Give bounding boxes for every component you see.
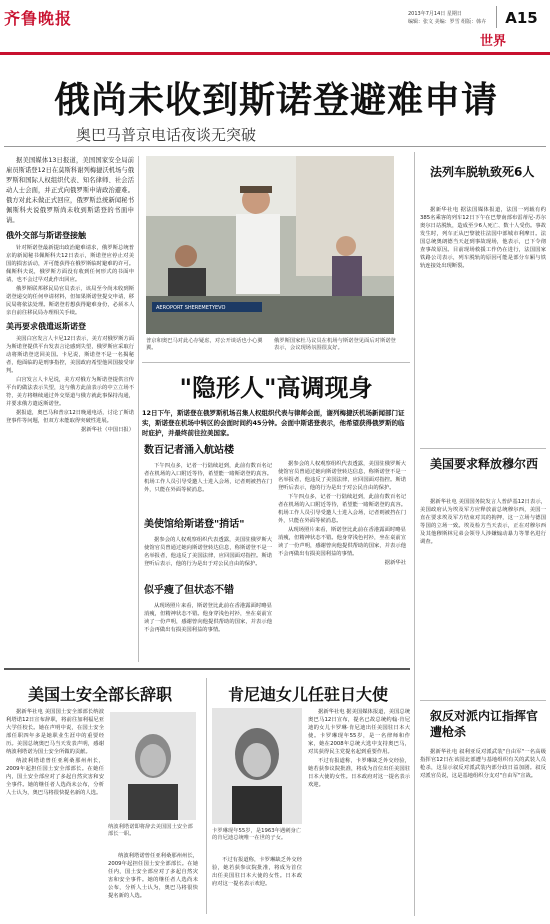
- main-subhead: 奥巴马普京电话夜谈无突破: [76, 126, 257, 144]
- article-text: 据新华社电 据法国媒体报道，法国一列载有约385名乘客的列车12日下午在巴黎南部布雷蒂尼-苏尔奥尔日站脱轨，造成至少6人死亡、数十人受伤。事故发生时，列车正从巴黎驶往法国中部城市利摩日。法国总统奥朗德当天赶到事故现场，他表示，已下令彻查事故原因。目前现场救援工作仍在进行，法国国家铁路公司表示，列车脱轨的原因可能是部分车厢与铁轨连接处出现断裂。: [420, 207, 546, 269]
- article-text: 据新华社电 据美国媒体报道，美国总统奥巴马12日宣布，提名已故总统约翰·肯尼迪的女儿卡罗琳·肯尼迪出任美国驻日本大使。卡罗琳现年55岁，是一名律师和作家，她在2008年总统大选中支持奥巴马，对其获得民主党提名起到重要作用。: [308, 709, 410, 755]
- lead-paragraph: 据美国媒体13日报道，美国国家安全局前雇员斯诺登12日在莫斯科谢列梅捷沃机场与俄罗斯和国际人权组织代表、知名律师、社会活动人士会面，并正式向俄罗斯申请政治避难。俄方对此未做正式回应，俄罗斯总统新闻秘书佩斯科夫说俄罗斯尚未收到斯诺登的书面申请。: [6, 157, 134, 224]
- byline: 据新华社（中国日报）: [81, 427, 134, 433]
- divider: [420, 700, 546, 701]
- snowden-meeting-photo: [146, 156, 394, 334]
- subheading-2: 美再要求俄遣返斯诺登: [6, 322, 86, 331]
- portrait-illustration: [110, 712, 196, 820]
- photo-illustration: [146, 156, 394, 334]
- photo-caption-right: 俄罗斯国家杜马议员在机场与斯诺登见面后对斯诺登表示，会议现场氛围很友好。: [274, 338, 396, 351]
- article-text: 纳波利塔诺曾任亚利桑那州州长，2009年起担任国土安全部部长。在她任内，国土安全部应对了多起自然灾害和安全事件。她的继任者人选尚未公布，分析人士认为，奥巴马将很快提名新的人选。: [6, 758, 104, 796]
- brief-title-egypt: 美国要求释放穆尔西: [430, 457, 539, 471]
- article-text: 不过有报道称，卡罗琳缺乏外交经验，她若获参议院批准，将成为首位出任美国驻日本大使的女性。日本政府对这一提名表示欢迎。: [212, 857, 302, 887]
- middle-text-2: [144, 536, 272, 580]
- portrait-illustration: [212, 708, 302, 824]
- middle-subheading-2: 美使馆给斯诺登"捎话": [144, 519, 245, 530]
- designer: 美编：罗雪: [434, 19, 460, 25]
- divider: [4, 146, 546, 147]
- kennedy-continued: [212, 856, 302, 914]
- article-text: 据参会的人权观察组织代表透露，美国驻俄罗斯大使馆官员曾通过她向斯诺登转达信息，称斯诺登不是一名举报者，他违反了美国法律，应回国面对指控。斯诺登听后表示，他的行为是出于对公民自由的保护。: [278, 461, 406, 491]
- newspaper-logo: 齐鲁晚报: [4, 9, 73, 28]
- editor: 编辑：张文: [408, 19, 434, 25]
- napolitano-photo: [110, 712, 196, 820]
- middle-text-continued: [278, 460, 406, 656]
- middle-subheading-1: 数百记者涌入航站楼: [144, 445, 234, 456]
- article-text: 从现场照片来看，斯诺登比此前在香港露面时略显消瘦，但精神状态不错。他身穿浅色衬衫，坐在桌前宣读了一份声明，感谢曾向他提供帮助的国家，并表示他不会再做出有损美国利益的事情。: [278, 527, 406, 557]
- kennedy-article: [308, 708, 410, 914]
- column-rule: [414, 152, 415, 916]
- kennedy-caption: 卡罗琳现年55岁，是1963年遇刺身亡的肯尼迪总统唯一在世的子女。: [212, 828, 302, 841]
- article-text: 据参会的人权观察组织代表透露，美国驻俄罗斯大使馆官员曾通过她向斯诺登转达信息，称斯诺登不是一名举报者，他违反了美国法律，应回国面对指控。斯诺登听后表示，他的行为是出于对公民自由的保护。: [144, 537, 272, 567]
- middle-lead: 12日下午，斯诺登在俄罗斯机场召集人权组织代表与律师会面，谢列梅捷沃机场新闻部门证实，斯诺登在机场中转区的会面时间约45分钟。会面中斯诺登表示，他希望获得俄罗斯的临时庇护，并最终前往拉美国家。: [142, 409, 405, 437]
- middle-text-1: [144, 462, 272, 512]
- kennedy-photo: [212, 708, 302, 824]
- photo-caption-left: 普京和奥巴马对此心存疑虑，对公开谈话也小心翼翼。: [146, 338, 263, 351]
- brief-syria: [420, 748, 546, 914]
- header-rule: [0, 52, 550, 55]
- brief-title-syria: 叙反对派内讧指挥官遭枪杀: [430, 709, 539, 739]
- column-rule: [138, 156, 139, 662]
- bottom-right-headline: 肯尼迪女儿任驻日大使: [228, 685, 389, 704]
- proofreader: 组版：韩卉: [461, 19, 487, 25]
- middle-subheading-3: 似乎瘦了但状态不错: [144, 585, 234, 596]
- article-text: 据报道，奥巴马和普京12日晚通电话，讨论了斯诺登事件等问题，但双方未能取得突破性进展。: [6, 410, 134, 424]
- subheading-1: 俄外交部与斯诺登接触: [6, 231, 86, 240]
- divider: [4, 668, 410, 670]
- article-text: 俄罗斯联邦移民局官员表示，该局至今尚未收到斯诺登递交的任何申请材料，但如果斯诺登提交申请，移民局将依法处理。斯诺登若想获得避难身份，必须本人亲自前往移民局办理相关手续。: [6, 286, 134, 316]
- article-text: 下午四点多，记者一行陆续赶到，此前有数百名记者在机场的入口附近等待，希望能一睹斯诺登的真容。机场工作人员引导受邀人士进入会场，记者则被挡在门外，只能在外面等候消息。: [278, 494, 406, 524]
- page-number: A15: [496, 6, 546, 28]
- article-text: 白宫发言人卡尼说，美方对俄方为斯诺登提供宣传平台的做法表示失望，这与俄方此前表示的中立立场不符，美方将继续通过外交渠道与俄方就此事保持沟通，并要求俄方遣返斯诺登。: [6, 377, 134, 407]
- article-text: 下午四点多，记者一行陆续赶到，此前有数百名记者在机场的入口附近等待，希望能一睹斯诺登的真容。机场工作人员引导受邀人士进入会场，记者则被挡在门外，只能在外面等候消息。: [144, 463, 272, 493]
- article-text: 据新华社电 叙利亚反对派武装"自由军"一名高级指挥官12日在该国北部遭与基地组织有关的武装人员枪杀，这显示叙反对派武装内部分歧日益加剧。叙反对派官员说，这是基地组织分支对"自由军"宣战。: [420, 749, 546, 779]
- brief-title-train: 法列车脱轨致死6人: [430, 165, 535, 179]
- article-text: 据新华社电 美国国务院发言人普萨基12日表示，美国政府认为埃及军方应释放前总统穆尔西，美国一直在要求埃及军方结束对其的拘押，这一立场与德国等国的立场一致。埃及检方当天表示，正在对穆尔西及其他穆斯林兄弟会领导人涉嫌煽动暴力等罪名进行调查。: [420, 499, 546, 545]
- column-rule: [206, 678, 207, 914]
- issue-weekday: 星期日: [446, 11, 462, 17]
- main-headline: 俄尚未收到斯诺登避难申请: [53, 80, 498, 121]
- middle-text-3: [144, 602, 272, 658]
- bottom-left-headline: 美国土安全部长辞职: [28, 685, 173, 704]
- masthead-info: [408, 10, 486, 26]
- napolitano-article: [6, 708, 104, 914]
- napolitano-continued: [108, 852, 198, 914]
- article-text: 不过有报道称，卡罗琳缺乏外交经验，她若获参议院批准，将成为首位出任美国驻日本大使的女性。日本政府对这一提名表示欢迎。: [308, 758, 410, 788]
- issue-date: 2013年7月14日: [408, 11, 446, 17]
- divider: [142, 362, 410, 363]
- brief-train: [420, 206, 546, 442]
- divider: [420, 448, 546, 449]
- article-text: 纳波利塔诺曾任亚利桑那州州长，2009年起担任国土安全部部长。在她任内，国土安全部应对了多起自然灾害和安全事件。她的继任者人选尚未公布，分析人士认为，奥巴马将很快提名新的人选。: [108, 853, 198, 899]
- byline: 据新华社: [384, 560, 406, 566]
- lead-article: [6, 156, 134, 662]
- article-text: 据新华社电 美国国土安全部部长纳波利塔诺12日宣布辞职，将前往加利福尼亚大学任校长。她在声明中说，在国土安全部任职四年多是她职业生涯中的重要经历。美国总统奥巴马当天发表声明，感谢纳波利塔诺为国土安全所做的贡献。: [6, 709, 104, 755]
- brief-egypt: [420, 498, 546, 694]
- article-text: 美国白宫发言人卡尼12日表示，美方对俄罗斯方面为斯诺登提供平台发表言论感到失望，俄罗斯应采取行动将斯诺登送回美国。卡尼说，斯诺登不是一名揭秘者，他面临的是刑事指控，美国政府希望他回国接受审判。: [6, 336, 134, 374]
- masthead: [0, 0, 550, 56]
- middle-headline: "隐形人"高调现身: [179, 374, 373, 402]
- napolitano-caption: 纳波利塔诺即将辞去美国国土安全部部长一职。: [108, 824, 193, 837]
- article-text: 针对斯诺登最新提出政治避难请求，俄罗斯总统普京的新闻秘书佩斯科夫12日表示，斯诺登应停止对美国的损害活动，并可能获得在俄罗斯临时避难的许可。佩斯科夫说，俄罗斯方面没有收到任何形式的书面申请，也不会过早对此作出回应。: [6, 245, 134, 283]
- article-text: 从现场照片来看，斯诺登比此前在香港露面时略显消瘦，但精神状态不错。他身穿浅色衬衫，坐在桌前宣读了一份声明，感谢曾向他提供帮助的国家，并表示他不会再做出有损美国利益的事情。: [144, 603, 272, 633]
- section-name: 世界: [480, 34, 507, 49]
- photo-badge: AEROPORT SHEREMETYEVO: [156, 305, 226, 311]
